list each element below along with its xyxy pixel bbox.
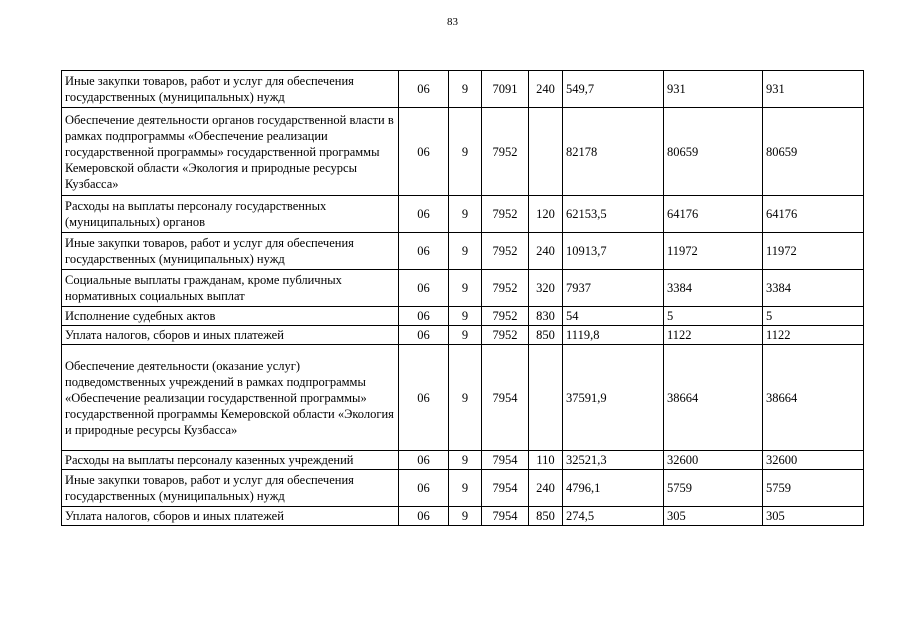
cell-target-code: 7952	[482, 196, 529, 233]
table-row	[62, 233, 864, 270]
cell-expense-type: 830	[529, 307, 563, 326]
cell-subsection: 9	[449, 345, 482, 451]
cell-value-3: 3384	[763, 270, 864, 307]
cell-expense-type: 240	[529, 71, 563, 108]
table-row	[62, 307, 864, 326]
cell-target-code: 7952	[482, 270, 529, 307]
cell-target-code: 7952	[482, 108, 529, 196]
cell-name: Обеспечение деятельности органов государственной власти в рамках подпрограммы «Обеспечение реализации государственной программы» государственной программы Кемеровской области «Экология и природные ресурсы Кузбасса»	[62, 108, 399, 196]
cell-value-3: 305	[763, 507, 864, 526]
table-row	[62, 270, 864, 307]
cell-subsection: 9	[449, 507, 482, 526]
cell-value-1: 37591,9	[563, 345, 664, 451]
cell-name: Социальные выплаты гражданам, кроме публичных нормативных социальных выплат	[62, 270, 399, 307]
cell-value-2: 32600	[664, 451, 763, 470]
cell-section: 06	[399, 108, 449, 196]
cell-value-3: 5759	[763, 470, 864, 507]
cell-expense-type: 850	[529, 326, 563, 345]
cell-value-3: 64176	[763, 196, 864, 233]
cell-section: 06	[399, 507, 449, 526]
table-row	[62, 470, 864, 507]
cell-section: 06	[399, 345, 449, 451]
cell-section: 06	[399, 451, 449, 470]
cell-value-3: 80659	[763, 108, 864, 196]
cell-value-2: 5759	[664, 470, 763, 507]
cell-subsection: 9	[449, 470, 482, 507]
cell-name: Обеспечение деятельности (оказание услуг) подведомственных учреждений в рамках подпрограммы «Обеспечение реализации государственной программы» государственной программы Кемеровской области «Экология и природные ресурсы Кузбасса»	[62, 345, 399, 451]
cell-value-1: 82178	[563, 108, 664, 196]
cell-section: 06	[399, 71, 449, 108]
cell-value-3: 11972	[763, 233, 864, 270]
cell-value-1: 32521,3	[563, 451, 664, 470]
cell-value-2: 305	[664, 507, 763, 526]
cell-expense-type	[529, 345, 563, 451]
cell-expense-type: 240	[529, 470, 563, 507]
cell-section: 06	[399, 326, 449, 345]
cell-section: 06	[399, 233, 449, 270]
cell-value-1: 10913,7	[563, 233, 664, 270]
cell-section: 06	[399, 470, 449, 507]
cell-value-1: 62153,5	[563, 196, 664, 233]
cell-subsection: 9	[449, 196, 482, 233]
cell-value-2: 5	[664, 307, 763, 326]
cell-section: 06	[399, 270, 449, 307]
cell-expense-type: 850	[529, 507, 563, 526]
cell-name: Уплата налогов, сборов и иных платежей	[62, 507, 399, 526]
cell-value-3: 38664	[763, 345, 864, 451]
cell-subsection: 9	[449, 326, 482, 345]
cell-subsection: 9	[449, 233, 482, 270]
table-row	[62, 507, 864, 526]
cell-expense-type	[529, 108, 563, 196]
cell-target-code: 7091	[482, 71, 529, 108]
cell-target-code: 7954	[482, 451, 529, 470]
cell-value-2: 64176	[664, 196, 763, 233]
cell-name: Иные закупки товаров, работ и услуг для обеспечения государственных (муниципальных) нужд	[62, 470, 399, 507]
cell-value-2: 3384	[664, 270, 763, 307]
cell-subsection: 9	[449, 451, 482, 470]
cell-value-1: 549,7	[563, 71, 664, 108]
table-row	[62, 345, 864, 451]
cell-value-2: 931	[664, 71, 763, 108]
cell-name: Расходы на выплаты персоналу казенных учреждений	[62, 451, 399, 470]
cell-target-code: 7954	[482, 470, 529, 507]
cell-value-3: 5	[763, 307, 864, 326]
cell-name: Расходы на выплаты персоналу государственных (муниципальных) органов	[62, 196, 399, 233]
cell-target-code: 7954	[482, 507, 529, 526]
cell-value-3: 931	[763, 71, 864, 108]
cell-subsection: 9	[449, 307, 482, 326]
cell-name: Иные закупки товаров, работ и услуг для обеспечения государственных (муниципальных) нужд	[62, 233, 399, 270]
table-row	[62, 108, 864, 196]
cell-target-code: 7952	[482, 233, 529, 270]
cell-value-1: 7937	[563, 270, 664, 307]
cell-value-2: 38664	[664, 345, 763, 451]
cell-name: Исполнение судебных актов	[62, 307, 399, 326]
page-number: 83	[447, 16, 458, 28]
cell-value-1: 274,5	[563, 507, 664, 526]
cell-value-1: 4796,1	[563, 470, 664, 507]
cell-subsection: 9	[449, 71, 482, 108]
cell-section: 06	[399, 196, 449, 233]
cell-subsection: 9	[449, 108, 482, 196]
cell-expense-type: 120	[529, 196, 563, 233]
cell-expense-type: 110	[529, 451, 563, 470]
cell-value-3: 1122	[763, 326, 864, 345]
table-row	[62, 326, 864, 345]
cell-target-code: 7954	[482, 345, 529, 451]
cell-expense-type: 240	[529, 233, 563, 270]
table-row	[62, 451, 864, 470]
table-row	[62, 196, 864, 233]
cell-value-1: 1119,8	[563, 326, 664, 345]
budget-table	[61, 70, 864, 526]
cell-name: Иные закупки товаров, работ и услуг для обеспечения государственных (муниципальных) нужд	[62, 71, 399, 108]
cell-value-3: 32600	[763, 451, 864, 470]
table-row	[62, 71, 864, 108]
cell-expense-type: 320	[529, 270, 563, 307]
cell-value-1: 54	[563, 307, 664, 326]
cell-target-code: 7952	[482, 326, 529, 345]
cell-section: 06	[399, 307, 449, 326]
cell-value-2: 80659	[664, 108, 763, 196]
cell-subsection: 9	[449, 270, 482, 307]
cell-name: Уплата налогов, сборов и иных платежей	[62, 326, 399, 345]
cell-value-2: 11972	[664, 233, 763, 270]
cell-target-code: 7952	[482, 307, 529, 326]
cell-value-2: 1122	[664, 326, 763, 345]
